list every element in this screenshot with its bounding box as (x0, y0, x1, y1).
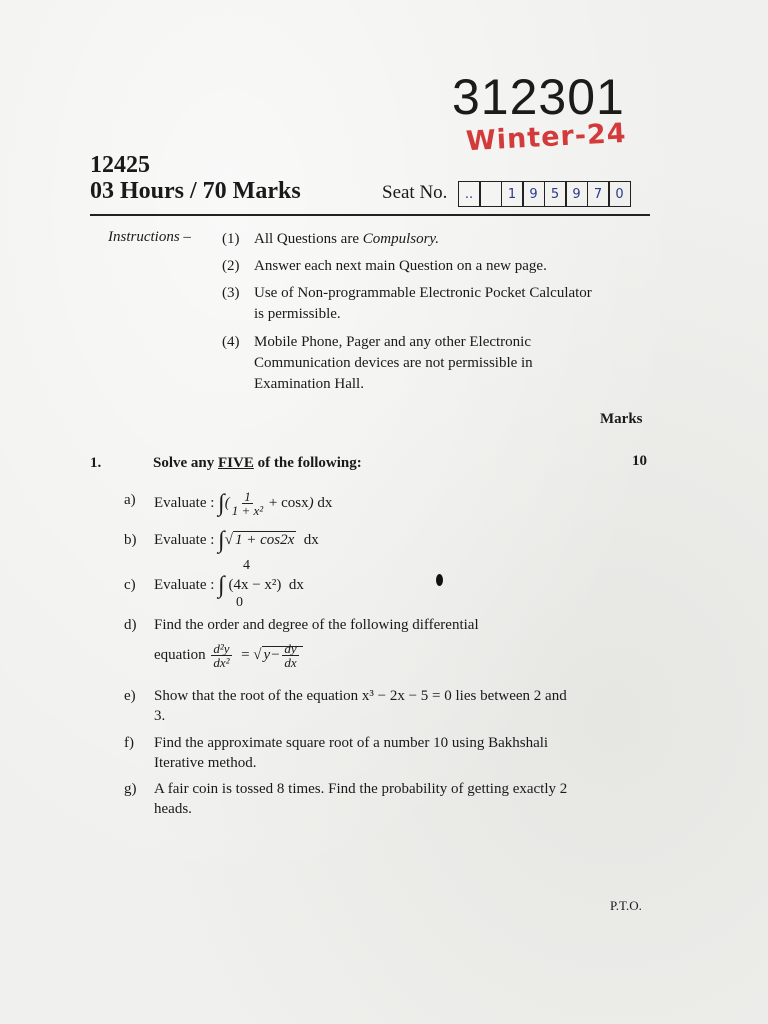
seat-digit-box: 0 (608, 181, 631, 207)
subject-code: 312301 (452, 69, 625, 125)
instruction-number: (2) (222, 258, 240, 274)
question-number: 1. (90, 455, 102, 471)
marks-column-header: Marks (600, 411, 643, 427)
seat-digit-box: 5 (544, 181, 567, 207)
instruction-item (222, 332, 589, 395)
question-part-g: g) A fair coin is tossed 8 times. Find the probability of getting exactly 2 heads. (124, 781, 568, 817)
instruction-text: Mobile Phone, Pager and any other Electronic Communication devices are not permissible in Examination Hall. (254, 334, 533, 392)
integral-expression: ∫ (4x − x²) dx (218, 572, 304, 599)
seat-digit-box: 9 (522, 181, 545, 207)
question-part-c: c) Evaluate : ∫ (4x − x²) dx (124, 572, 304, 599)
seat-number-boxes (459, 181, 631, 207)
differential-equation: $\frac{\text{d²y}}{\text{dx²}}$ = √ y− $\frac{dy}{dx}$ (209, 642, 302, 669)
integral-lower-limit: 0 (236, 595, 243, 610)
integral-upper-limit: 4 (243, 558, 250, 573)
instruction-number: (1) (222, 231, 240, 247)
seat-digit-box: 1 (501, 181, 524, 207)
question-part-b: b) Evaluate : ∫√ 1 + cos2x dx (124, 527, 319, 554)
seat-digit-box: .. (458, 181, 481, 207)
instruction-number: (3) (222, 285, 240, 301)
question-part-d: d) Find the order and degree of the following differential (124, 617, 479, 633)
instruction-text: All Questions are (254, 231, 363, 247)
question-part-e: e) Show that the root of the equation x³ − 2x − 5 = 0 lies between 2 and 3. (124, 688, 567, 724)
integral-expression: ∫( $\frac{1}{\text{1 + x²}}$ + cosx) dx (218, 489, 333, 518)
instruction-number: (4) (222, 334, 240, 350)
instruction-text: Use of Non-programmable Electronic Pocket Calculator is permissible. (254, 285, 592, 322)
paper-code: 12425 (90, 152, 150, 178)
instructions-label: Instructions – (108, 229, 191, 245)
seat-digit-box: 7 (587, 181, 610, 207)
duration-marks: 03 Hours / 70 Marks (90, 178, 301, 204)
seat-digit-box: 9 (565, 181, 588, 207)
seat-digit-box (479, 181, 502, 207)
seat-number-label: Seat No. (382, 182, 448, 203)
question-marks: 10 (632, 453, 647, 469)
instruction-text: Answer each next main Question on a new page. (254, 258, 547, 274)
question-title: Solve any FIVE of the following: (153, 455, 362, 471)
instruction-item (222, 229, 616, 250)
header-divider (90, 214, 650, 216)
session-handwritten: Winter-24 (465, 117, 628, 158)
instruction-emphasis: Compulsory. (362, 231, 439, 247)
please-turn-over: P.T.O. (610, 898, 642, 913)
question-title-emphasis: FIVE (218, 455, 254, 471)
question-part-f: f) Find the approximate square root of a number 10 using Bakhshali Iterative method. (124, 735, 549, 771)
ink-blot (436, 574, 443, 586)
question-part-d-equation: equation $\frac{\text{d²y}}{\text{dx²}}$ = √ y− $\frac{dy}{dx}$ (154, 642, 303, 669)
integral-expression: ∫√ 1 + cos2x dx (218, 527, 319, 554)
question-part-a: a) Evaluate : ∫( $\frac{1}{\text{1 + x²}}$ + cosx) dx (124, 489, 333, 518)
instruction-item (222, 283, 604, 325)
instruction-item (222, 256, 616, 277)
